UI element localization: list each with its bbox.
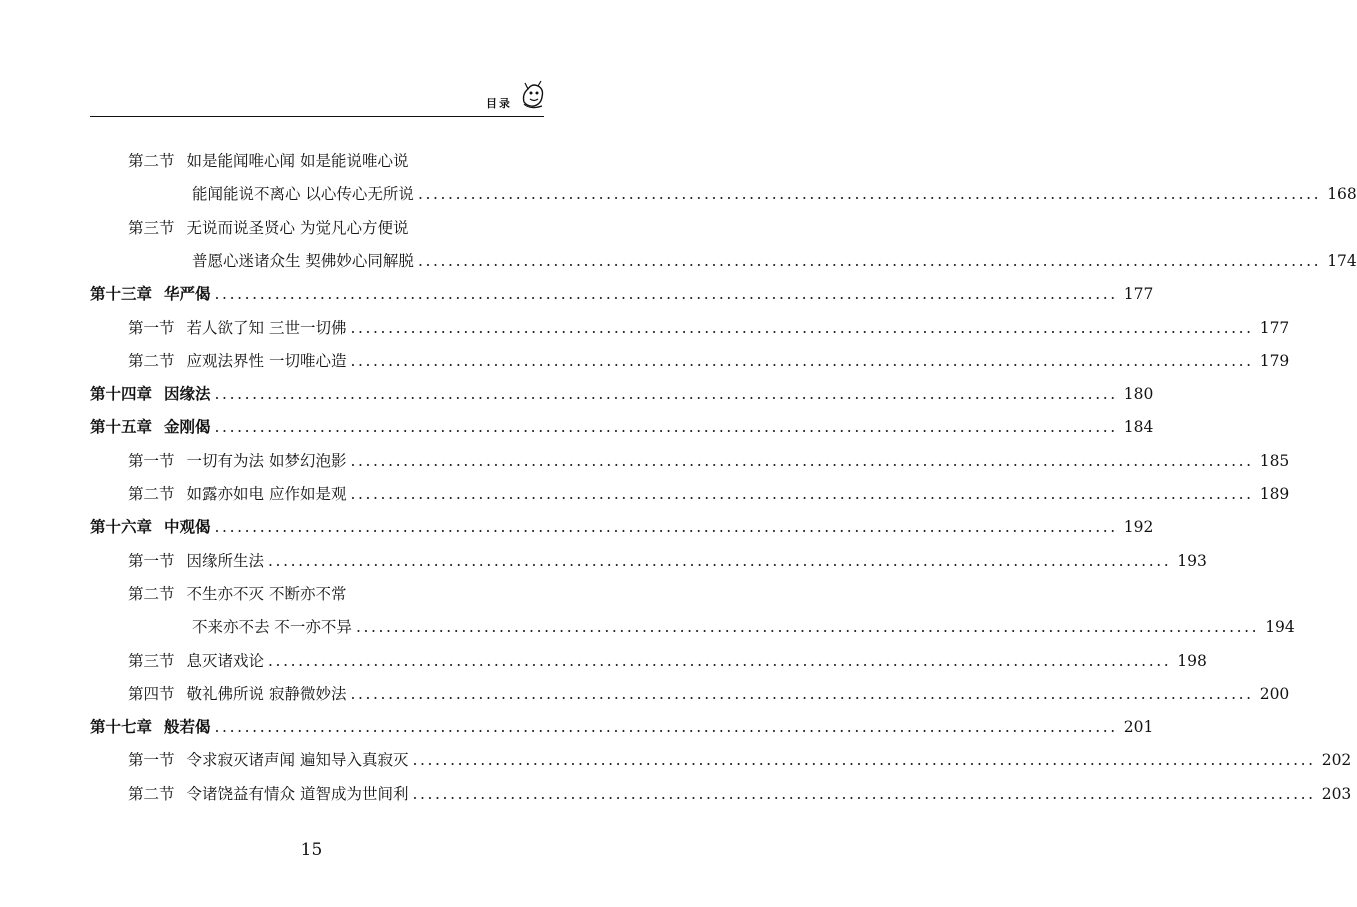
- toc-entry-title: 令求寂灭诸声闻 遍知导入真寂灭: [186, 751, 409, 770]
- toc-entry-page: 184: [1123, 418, 1154, 437]
- toc-entry-title: 金刚偈: [164, 418, 211, 437]
- toc-entry-title: 因缘法: [164, 385, 211, 404]
- toc-section-entry[interactable]: [192, 248, 1357, 274]
- dot-leader: ........................................................................................................................: [214, 285, 1118, 304]
- toc-entry-title: 敬礼佛所说 寂静微妙法: [186, 684, 347, 703]
- header-title: 目录: [486, 97, 512, 110]
- toc-entry-label: 第二节: [128, 152, 175, 170]
- toc-chapter-entry[interactable]: [90, 381, 1154, 407]
- toc-entry-page: 193: [1177, 551, 1207, 570]
- toc-entry-title: 般若偈: [164, 718, 211, 737]
- toc-chapter-entry[interactable]: [90, 514, 1154, 540]
- toc-entry-title: 如露亦如电 应作如是观: [186, 485, 347, 503]
- toc-entry-label: 第十六章: [90, 518, 153, 537]
- toc-entry-page: 177: [1259, 318, 1290, 337]
- toc-section-entry[interactable]: [128, 481, 1290, 507]
- dot-leader: ........................................................................................................................: [350, 451, 1254, 470]
- dot-leader: ........................................................................................................................: [412, 751, 1316, 770]
- toc-entry-title: 能闻能说不离心 以心传心无所说: [192, 185, 414, 204]
- toc-section-entry[interactable]: [128, 681, 1290, 707]
- toc-entry-title: 华严偈: [164, 285, 211, 304]
- toc-entry-page: 203: [1321, 784, 1352, 803]
- dot-leader: ........................................................................................................................: [268, 551, 1172, 570]
- toc-entry-label: 第三节: [128, 218, 175, 237]
- dot-leader: ........................................................................................................................: [350, 318, 1254, 337]
- toc-entry-label: 第一节: [128, 751, 175, 770]
- header-rule: [90, 116, 544, 117]
- toc-section-entry[interactable]: [128, 548, 1207, 574]
- dot-leader: ........................................................................................................................: [268, 651, 1172, 670]
- toc-entry-title: 不生亦不灭 不断亦不常: [186, 584, 347, 603]
- dot-leader: ........................................................................................................................: [214, 518, 1118, 537]
- dot-leader: ........................................................................................................................: [350, 351, 1254, 370]
- toc-entry-page: 202: [1321, 751, 1352, 770]
- toc-section-entry[interactable]: [128, 747, 1352, 773]
- toc-entry-label: 第二节: [128, 784, 175, 803]
- toc-entry-title: 如是能闻唯心闻 如是能说唯心说: [186, 152, 409, 170]
- dot-leader: ........................................................................................................................: [355, 618, 1260, 637]
- toc-section-entry[interactable]: [128, 348, 1290, 374]
- toc-entry-label: 第十七章: [90, 718, 153, 737]
- toc-chapter-entry[interactable]: [90, 281, 1154, 307]
- toc-entry-page: 168: [1327, 185, 1357, 204]
- toc-entry-label: 第三节: [128, 651, 175, 670]
- dot-leader: ........................................................................................................................: [417, 251, 1322, 270]
- toc-entry-page: 201: [1123, 718, 1154, 737]
- toc-entry-page: 179: [1259, 351, 1290, 370]
- toc-entry-title: 令诸饶益有情众 道智成为世间利: [186, 784, 409, 803]
- dot-leader: ........................................................................................................................: [214, 718, 1118, 737]
- toc-section-entry[interactable]: [128, 148, 545, 174]
- toc-entry-label: 第十五章: [90, 418, 153, 437]
- toc-entry-title: 不来亦不去 不一亦不异: [192, 618, 352, 637]
- toc-section-entry[interactable]: [128, 781, 1352, 807]
- toc-entry-page: 198: [1177, 651, 1207, 670]
- toc-section-entry[interactable]: [128, 215, 545, 241]
- toc-section-entry[interactable]: [128, 315, 1290, 341]
- toc-entry-page: 189: [1259, 485, 1290, 503]
- toc-entry-page: 180: [1123, 385, 1154, 404]
- toc-section-entry[interactable]: [192, 614, 1295, 640]
- toc-entry-title: 息灭诸戏论: [186, 651, 265, 670]
- dot-leader: ........................................................................................................................: [350, 684, 1254, 703]
- page-number: 15: [300, 840, 323, 860]
- toc-entry-label: 第一节: [128, 451, 175, 470]
- toc-entry-label: 第二节: [128, 351, 175, 370]
- toc-entry-title: 若人欲了知 三世一切佛: [186, 318, 347, 337]
- toc-chapter-entry[interactable]: [90, 714, 1154, 740]
- toc-entry-title: 普愿心迷诸众生 契佛妙心同解脱: [192, 251, 414, 270]
- dot-leader: ........................................................................................................................: [412, 784, 1316, 803]
- toc-entry-title: 中观偈: [164, 518, 211, 537]
- toc-entry-page: 174: [1327, 251, 1357, 270]
- dot-leader: ........................................................................................................................: [350, 485, 1254, 503]
- dot-leader: ........................................................................................................................: [417, 185, 1322, 204]
- toc-entry-page: 200: [1259, 684, 1290, 703]
- toc-entry-page: 185: [1259, 451, 1290, 470]
- toc-entry-label: 第四节: [128, 684, 175, 703]
- mascot-logo-icon: [520, 80, 546, 110]
- toc-entry-label: 第十三章: [90, 285, 153, 304]
- toc-entry-page: 194: [1265, 618, 1295, 637]
- toc-chapter-entry[interactable]: [90, 414, 1154, 440]
- toc-entry-title: 应观法界性 一切唯心造: [186, 351, 347, 370]
- toc-entry-title: 因缘所生法: [186, 551, 265, 570]
- toc-section-entry[interactable]: [128, 648, 1207, 674]
- toc-entry-title: 无说而说圣贤心 为觉凡心方便说: [186, 218, 409, 237]
- toc-section-entry[interactable]: [128, 581, 545, 607]
- toc-entry-label: 第十四章: [90, 385, 153, 404]
- toc-entry-label: 第一节: [128, 318, 175, 337]
- dot-leader: ........................................................................................................................: [214, 418, 1118, 437]
- toc-entry-page: 192: [1123, 518, 1154, 537]
- toc-entry-title: 一切有为法 如梦幻泡影: [186, 451, 347, 470]
- toc-entry-label: 第二节: [128, 485, 175, 503]
- toc-entry-label: 第二节: [128, 584, 175, 603]
- dot-leader: ........................................................................................................................: [214, 385, 1118, 404]
- toc-entry-page: 177: [1123, 285, 1154, 304]
- toc-section-entry[interactable]: [128, 448, 1290, 474]
- toc-entry-label: 第一节: [128, 551, 175, 570]
- toc-section-entry[interactable]: [192, 181, 1357, 207]
